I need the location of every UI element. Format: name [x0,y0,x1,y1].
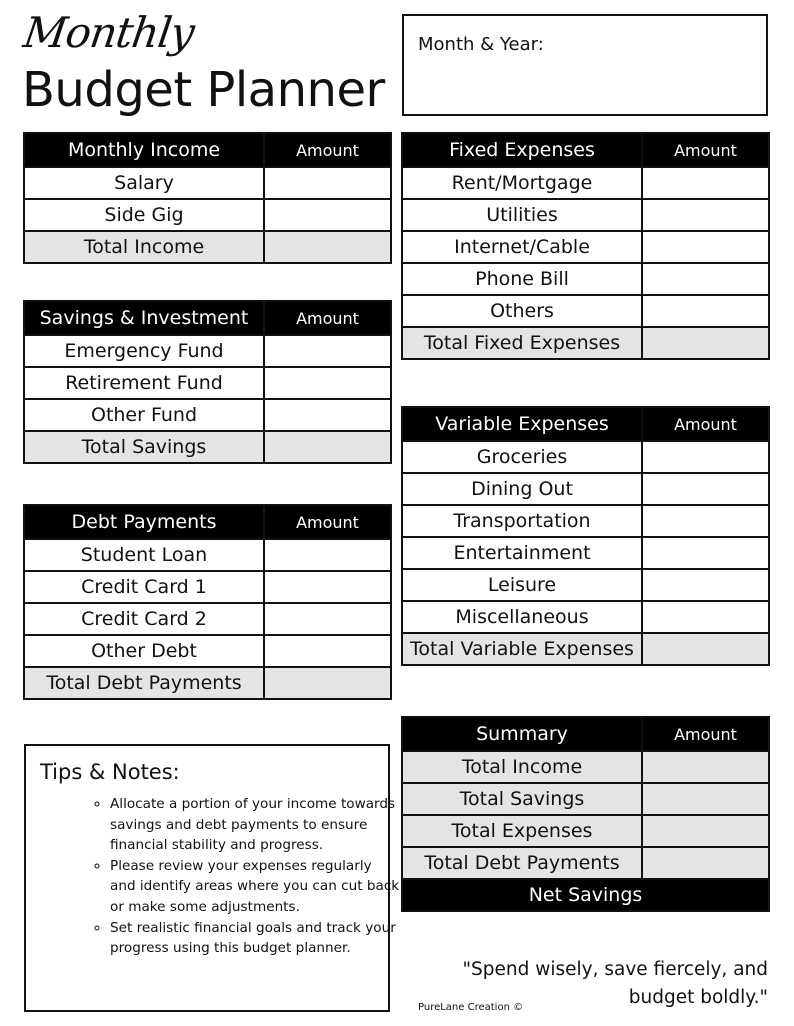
row-label: Utilities [402,199,642,231]
row-label: Rent/Mortgage [402,167,642,199]
row-label: Other Debt [24,635,264,667]
row-label: Dining Out [402,473,642,505]
amount-cell[interactable] [264,603,391,635]
total-label: Total Debt Payments [24,667,264,699]
amount-cell[interactable] [642,751,769,783]
tips-notes-box [24,744,400,1012]
amount-cell[interactable] [642,263,769,295]
amount-cell[interactable] [264,399,391,431]
tips-list [86,794,400,959]
amount-header: Amount [642,407,769,441]
tip-item: ◦ Allocate a portion of your income towards savings and debt payments to ensure financial stability and progress. [110,794,400,856]
row-label: Miscellaneous [402,601,642,633]
total-label: Total Variable Expenses [402,633,642,665]
amount-header: Amount [264,505,391,539]
amount-cell[interactable] [264,167,391,199]
amount-cell[interactable] [264,367,391,399]
row-label: Salary [24,167,264,199]
amount-cell[interactable] [642,473,769,505]
amount-cell[interactable] [264,199,391,231]
total-amount-cell[interactable] [642,633,769,665]
amount-cell[interactable] [642,537,769,569]
row-label: Retirement Fund [24,367,264,399]
row-label: Student Loan [24,539,264,571]
table-header: Summary [402,717,642,751]
amount-header: Amount [264,133,391,167]
row-label: Credit Card 1 [24,571,264,603]
month-year-box[interactable] [402,14,768,116]
amount-cell[interactable] [642,815,769,847]
amount-cell[interactable] [642,569,769,601]
row-label: Phone Bill [402,263,642,295]
row-label: Total Debt Payments [402,847,642,879]
row-label: Other Fund [24,399,264,431]
row-label: Leisure [402,569,642,601]
table-header: Fixed Expenses [402,133,642,167]
quote-line-2: budget boldly." [628,987,768,1008]
amount-cell[interactable] [642,505,769,537]
monthly-income-table [23,132,392,264]
total-label: Total Income [24,231,264,263]
debt-table [23,504,392,700]
row-label: Credit Card 2 [24,603,264,635]
amount-cell[interactable] [642,847,769,879]
amount-cell[interactable] [642,231,769,263]
amount-cell[interactable] [264,635,391,667]
amount-cell[interactable] [642,199,769,231]
total-amount-cell[interactable] [642,327,769,359]
variable-expenses-table [401,406,770,666]
amount-cell[interactable] [264,571,391,603]
amount-header: Amount [642,133,769,167]
amount-header: Amount [642,717,769,751]
net-savings-row[interactable]: Net Savings [402,879,769,911]
amount-cell[interactable] [642,295,769,327]
total-label: Total Savings [24,431,264,463]
row-label: Transportation [402,505,642,537]
row-label: Entertainment [402,537,642,569]
amount-cell[interactable] [642,167,769,199]
amount-cell[interactable] [642,601,769,633]
table-header: Debt Payments [24,505,264,539]
table-header: Variable Expenses [402,407,642,441]
table-header: Savings & Investment [24,301,264,335]
table-header: Monthly Income [24,133,264,167]
savings-table [23,300,392,464]
month-year-label: Month & Year: [418,34,544,55]
row-label: Total Expenses [402,815,642,847]
credit-text: PureLane Creation © [418,1002,524,1013]
row-label: Emergency Fund [24,335,264,367]
page-title: Budget Planner [22,62,385,118]
summary-table [401,716,770,912]
amount-cell[interactable] [264,539,391,571]
total-amount-cell[interactable] [264,231,391,263]
total-label: Total Fixed Expenses [402,327,642,359]
title-script: Monthly [20,8,197,57]
amount-header: Amount [264,301,391,335]
row-label: Internet/Cable [402,231,642,263]
amount-cell[interactable] [642,783,769,815]
fixed-expenses-table [401,132,770,360]
tip-item: ◦ Please review your expenses regularly and identify areas where you can cut back or make some adjustments. [110,856,400,918]
row-label: Groceries [402,441,642,473]
tip-item: ◦ Set realistic financial goals and track your progress using this budget planner. [110,918,400,959]
row-label: Total Income [402,751,642,783]
amount-cell[interactable] [642,441,769,473]
row-label: Others [402,295,642,327]
total-amount-cell[interactable] [264,667,391,699]
quote-line-1: "Spend wisely, save fiercely, and [462,959,768,980]
total-amount-cell[interactable] [264,431,391,463]
tips-title: Tips & Notes: [40,760,180,784]
amount-cell[interactable] [264,335,391,367]
row-label: Total Savings [402,783,642,815]
row-label: Side Gig [24,199,264,231]
